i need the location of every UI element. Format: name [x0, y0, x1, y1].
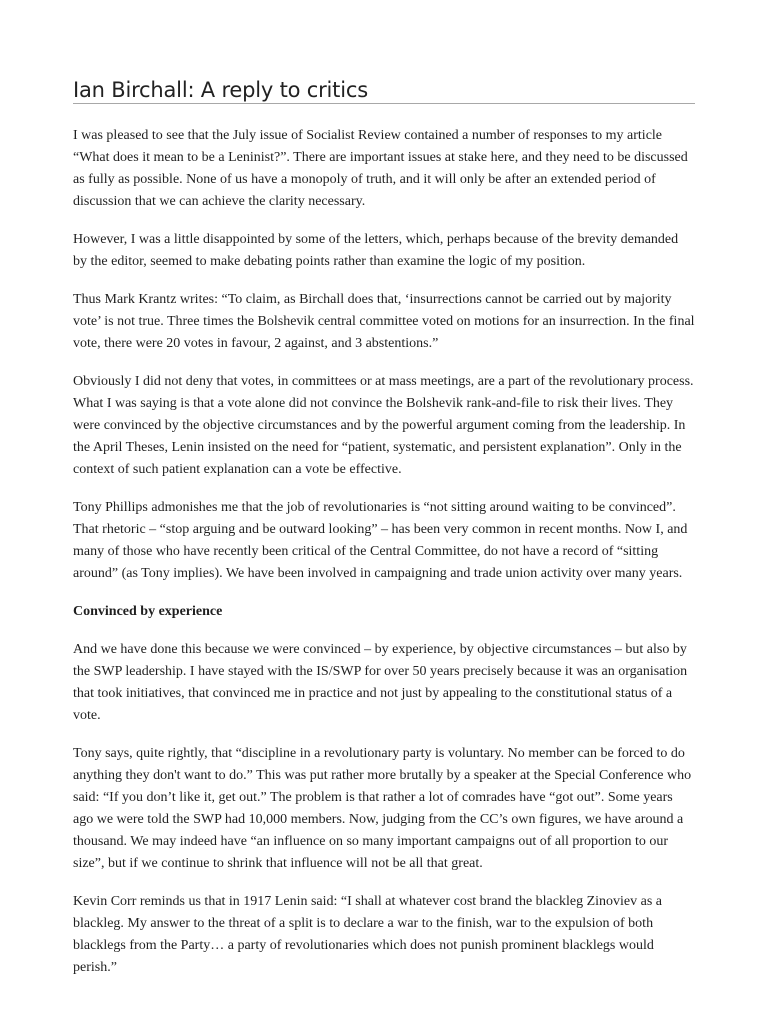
page-title: Ian Birchall: A reply to critics: [73, 78, 368, 102]
paragraph-8: Kevin Corr reminds us that in 1917 Lenin said: “I shall at whatever cost brand the blackleg Zinoviev as a blackleg. My answer to the threat of a split is to declare a war to the finish, war to the expulsion of both blacklegs from the Party… a party of revolutionaries which does not punish prominent blacklegs would perish.”: [73, 894, 663, 975]
paragraph-1: I was pleased to see that the July issue of Socialist Review contained a number of responses to my article “What does it mean to be a Leninist?”. There are important issues at stake here, and they need to be discussed as fully as possible. None of us have a monopoly of truth, and it will only be after an extended period of discussion that we can achieve the clarity necessary.: [73, 128, 688, 209]
section-subheading: Convinced by experience: [73, 604, 223, 619]
article-body: [73, 125, 695, 995]
paragraph-7: Tony says, quite rightly, that “discipline in a revolutionary party is voluntary. No member can be forced to do anything they don't want to do.” This was put rather more brutally by a speaker at the Special Conference who said: “If you don’t like it, get out.” The problem is that rather a lot of comrades have “got out”. Some years ago we were told the SWP had 10,000 members. Now, judging from the CC’s own figures, we have around a thousand. We may indeed have “an influence on so many important campaigns out of all proportion to our size”, but if we continue to shrink that influence will not be all that great.: [73, 746, 692, 871]
title-divider: [73, 103, 695, 104]
paragraph-6: And we have done this because we were convinced – by experience, by objective circumstances – but also by the SWP leadership. I have stayed with the IS/SWP for over 50 years precisely because it was an organisation that took initiatives, that convinced me in practice and not just by appealing to the constitutional status of a vote.: [73, 642, 688, 723]
paragraph-4: Obviously I did not deny that votes, in committees or at mass meetings, are a part of the revolutionary process. What I was saying is that a vote alone did not convince the Bolshevik rank-and-file to risk their lives. They were convinced by the objective circumstances and by the powerful argument coming from the leadership. In the April Theses, Lenin insisted on the need for “patient, systematic, and persistent explanation”. Only in the context of such patient explanation can a vote be effective.: [73, 374, 694, 477]
paragraph-3: Thus Mark Krantz writes: “To claim, as Birchall does that, ‘insurrections cannot be carried out by majority vote’ is not true. Three times the Bolshevik central committee voted on motions for an insurrection. In the final vote, there were 20 votes in favour, 2 against, and 3 abstentions.”: [73, 292, 695, 351]
paragraph-5: Tony Phillips admonishes me that the job of revolutionaries is “not sitting around waiting to be convinced”. That rhetoric – “stop arguing and be outward looking” – has been very common in recent months. Now I, and many of those who have recently been critical of the Central Committee, do not have a record of “sitting around” (as Tony implies). We have been involved in campaigning and trade union activity over many years.: [73, 500, 688, 581]
paragraph-2: However, I was a little disappointed by some of the letters, which, perhaps because of the brevity demanded by the editor, seemed to make debating points rather than examine the logic of my position.: [73, 232, 679, 269]
